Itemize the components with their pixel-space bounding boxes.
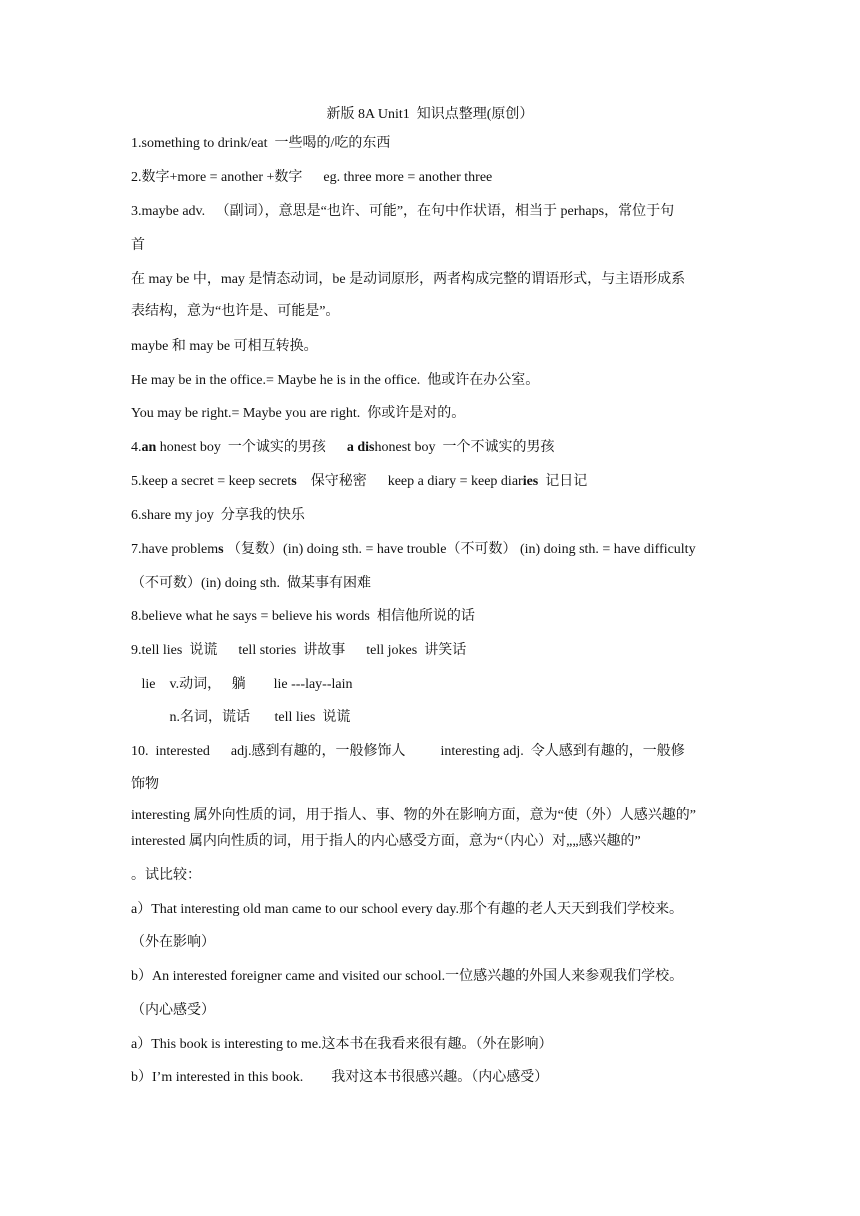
text-line — [131, 135, 390, 153]
text-line — [131, 541, 696, 559]
text-segment: honest boy 一个不诚实的男孩 — [374, 440, 555, 455]
text-segment: a）That interesting old man came to our school every day.那个有趣的老人天天到我们学校来。 — [131, 902, 683, 917]
text-line — [131, 237, 145, 255]
text-line — [131, 473, 587, 491]
text-segment: 5.keep a secret = keep secret — [131, 474, 292, 489]
text-segment: You may be right.= Maybe you are right. 你或许是对的。 — [131, 406, 466, 421]
text-segment: （外在影响） — [131, 935, 215, 950]
bold-text: s — [218, 542, 224, 557]
text-line — [131, 575, 371, 593]
text-line — [131, 1036, 553, 1054]
text-line — [131, 405, 465, 423]
text-segment: a）This book is interesting to me.这本书在我看来很有趣。（外在影响） — [131, 1037, 553, 1052]
text-segment: 饰物 — [131, 777, 159, 792]
text-line — [131, 439, 555, 457]
text-segment: （内心感受） — [131, 1003, 215, 1018]
text-segment: n.名词，谎话 tell lies 说谎 — [131, 710, 351, 725]
text-segment: interesting 属外向性质的词，用于指人、事、物的外在影响方面，意为“使（外）人感兴趣的” — [131, 808, 697, 823]
text-line — [131, 901, 683, 919]
text-segment: maybe 和 may be 可相互转换。 — [131, 339, 318, 354]
text-line — [131, 642, 466, 660]
bold-text: ies — [522, 474, 539, 489]
text-line — [131, 709, 350, 727]
text-segment: 记日记 — [538, 474, 588, 489]
text-line — [131, 338, 318, 356]
text-line — [131, 934, 215, 952]
text-line — [131, 303, 339, 321]
text-segment: 。试比较： — [131, 868, 201, 883]
text-segment: He may be in the office.= Maybe he is in the office. 他或许在办公室。 — [131, 373, 540, 388]
text-segment: （复数）(in) doing sth. = have trouble（不可数） (in) doing sth. = have difficulty — [223, 542, 696, 557]
text-line — [131, 372, 539, 390]
text-segment: 在 may be 中，may 是情态动词，be 是动词原形，两者构成完整的谓语形式，与主语形成系 — [131, 272, 686, 287]
page-title: 新版 8A Unit1 知识点整理(原创） — [326, 107, 534, 122]
text-segment: （不可数）(in) doing sth. 做某事有困难 — [131, 576, 371, 591]
text-segment: b）An interested foreigner came and visited our school.一位感兴趣的外国人来参观我们学校。 — [131, 969, 684, 984]
text-segment: 1.something to drink/eat 一些喝的/吃的东西 — [131, 136, 391, 151]
text-line — [131, 271, 685, 289]
text-line — [131, 833, 641, 851]
bold-text: an — [141, 440, 157, 455]
text-line — [131, 608, 475, 626]
text-segment: 9.tell lies 说谎 tell stories 讲故事 tell jokes 讲笑话 — [131, 643, 467, 658]
text-line — [131, 867, 201, 885]
text-segment: 6.share my joy 分享我的快乐 — [131, 508, 305, 523]
text-segment: 7.have problem — [131, 542, 219, 557]
text-segment: 保守秘密 keep a diary = keep diar — [296, 474, 523, 489]
text-line — [131, 169, 492, 187]
text-segment: interested 属内向性质的词，用于指人的内心感受方面，意为“（内心）对„„感兴趣的” — [131, 834, 641, 849]
text-segment: 表结构，意为“也许是、可能是”。 — [131, 304, 340, 319]
text-segment: 4. — [131, 440, 142, 455]
text-segment: 首 — [131, 238, 145, 253]
text-line — [131, 676, 352, 694]
text-segment: 10. interested adj.感到有趣的，一般修饰人 interesting adj. 令人感到有趣的，一般修 — [131, 744, 685, 759]
text-segment: 3.maybe adv. （副词），意思是“也许、可能”，在句中作状语，相当于 perhaps，常位于句 — [131, 204, 675, 219]
bold-text: a dis — [346, 440, 375, 455]
text-line — [131, 507, 305, 525]
text-segment: lie v.动词， 躺 lie ---lay--lain — [131, 677, 353, 692]
text-line — [131, 776, 159, 794]
text-line — [131, 203, 674, 221]
text-segment: b）I’m interested in this book. 我对这本书很感兴趣。（内心感受） — [131, 1070, 549, 1085]
text-line — [131, 1002, 215, 1020]
text-line — [131, 743, 685, 761]
bold-text: s — [291, 474, 297, 489]
text-segment: honest boy 一个诚实的男孩 — [156, 440, 347, 455]
text-line — [131, 968, 683, 986]
text-line — [131, 807, 696, 825]
text-line — [131, 1069, 548, 1087]
text-segment: 8.believe what he says = believe his words 相信他所说的话 — [131, 609, 475, 624]
text-segment: 2.数字+more = another +数字 eg. three more = another three — [131, 170, 493, 185]
